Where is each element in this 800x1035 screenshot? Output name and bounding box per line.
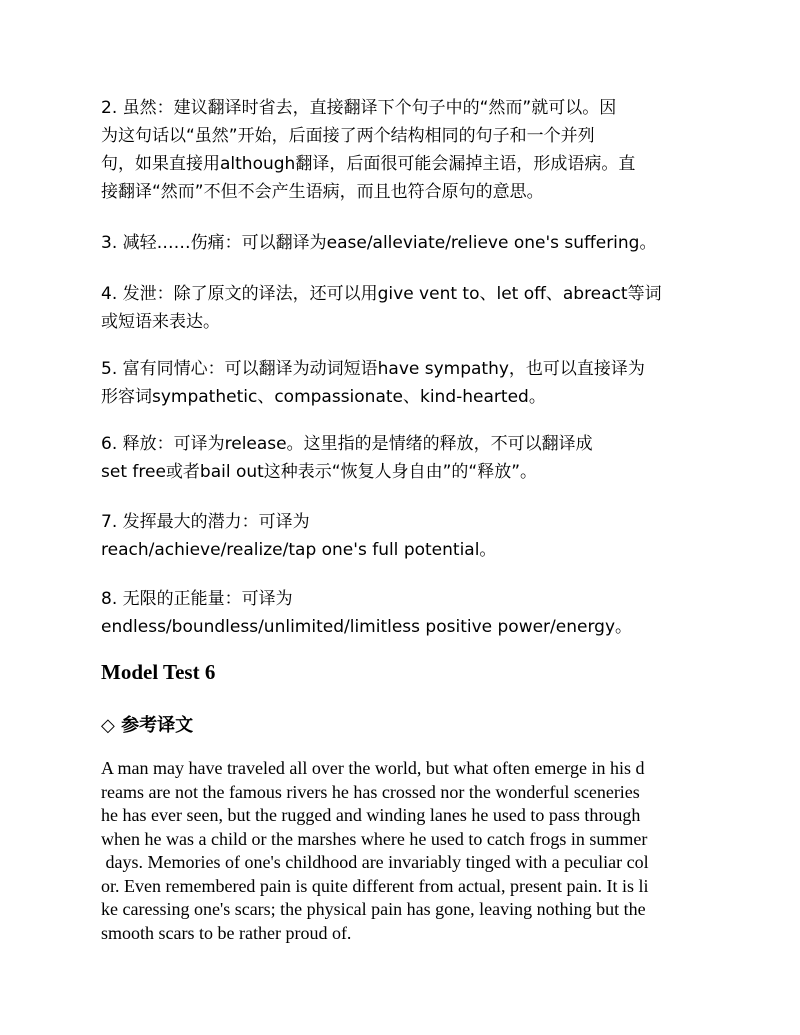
note-line: set free或者bail out这种表示“恢复人身自由”的“释放”。 [101,462,538,482]
note-line: 5. 富有同情心：可以翻译为动词短语have sympathy，也可以直接译为 [101,359,645,379]
reference-translation [101,757,701,945]
translation-line: or. Even remembered pain is quite different from actual, present pain. It is li [101,875,649,896]
note-line: 形容词sympathetic、compassionate、kind-hearted。 [101,387,546,407]
note-7 [101,508,701,564]
translation-line: A man may have traveled all over the world, but what often emerge in his d [101,758,645,778]
translation-line: smooth scars to be rather proud of. [101,922,352,943]
section-title: Model Test 6 [101,660,216,684]
note-6 [101,430,701,486]
note-line: 6. 释放：可译为release。这里指的是情绪的释放，不可以翻译成 [101,434,593,454]
note-line: 8. 无限的正能量：可译为 [101,589,293,609]
translation-line: reams are not the famous rivers he has crossed nor the wonderful sceneries [101,781,640,802]
translation-line: ke caressing one's scars; the physical pain has gone, leaving nothing but the [101,899,646,919]
note-2 [101,94,701,206]
note-line: 为这句话以“虽然”开始，后面接了两个结构相同的句子和一个并列 [101,126,595,146]
subsection-title: ◇ 参考译文 [101,715,194,736]
note-line: endless/boundless/unlimited/limitless positive power/energy。 [101,617,633,637]
note-line: 句，如果直接用although翻译，后面很可能会漏掉主语，形成语病。直 [101,154,636,174]
note-line: 2. 虽然：建议翻译时省去，直接翻译下个句子中的“然而”就可以。因 [101,98,617,118]
note-line: 7. 发挥最大的潜力：可译为 [101,512,310,532]
note-4 [101,280,701,336]
note-line: 3. 减轻……伤痛：可以翻译为ease/alleviate/relieve one's suffering。 [101,233,657,253]
translation-line: he has ever seen, but the rugged and winding lanes he used to pass through [101,805,641,825]
note-line: 或短语来表达。 [101,312,220,332]
note-8 [101,585,701,641]
note-line: 4. 发泄：除了原文的译法，还可以用give vent to、let off、abreact等词 [101,284,662,304]
note-3 [101,229,701,257]
note-line: reach/achieve/realize/tap one's full potential。 [101,540,497,560]
note-line: 接翻译“然而”不但不会产生语病，而且也符合原句的意思。 [101,182,544,202]
translation-line: when he was a child or the marshes where he used to catch frogs in summer [101,828,648,849]
note-5 [101,355,701,411]
translation-line: days. Memories of one's childhood are invariably tinged with a peculiar col [101,852,649,872]
